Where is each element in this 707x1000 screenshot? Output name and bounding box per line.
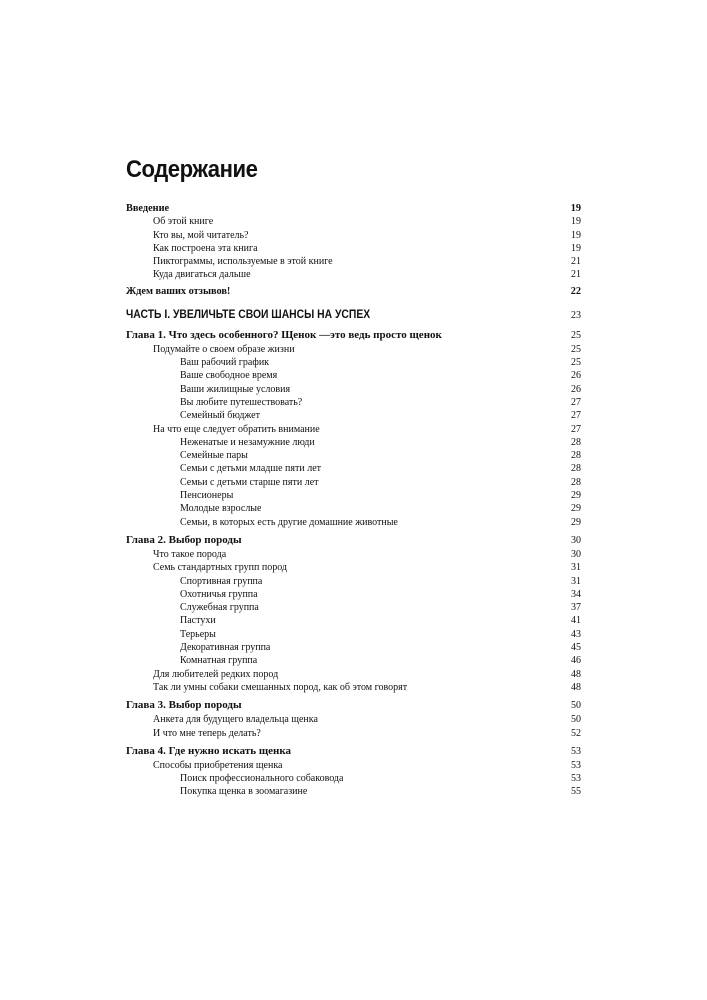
toc-entry-title: Служебная группа: [180, 602, 259, 614]
toc-page-number: 34: [571, 588, 581, 600]
toc-entry[interactable]: [126, 215, 581, 228]
toc-page-number: 48: [571, 681, 581, 693]
toc-entry[interactable]: [126, 242, 581, 255]
toc-entry[interactable]: [126, 268, 581, 281]
toc-entry-title: Спортивная группа: [180, 575, 263, 587]
toc-entry[interactable]: [126, 614, 581, 627]
toc-section[interactable]: [126, 202, 581, 215]
toc-page-number: 19: [570, 203, 581, 214]
table-of-contents: [126, 202, 581, 799]
toc-entry[interactable]: [126, 396, 581, 409]
toc-chapter[interactable]: [126, 698, 581, 713]
toc-entry-title: Комнатная группа: [180, 655, 258, 667]
toc-page-number: 19: [571, 216, 581, 228]
toc-entry[interactable]: [126, 476, 581, 489]
toc-entry[interactable]: [126, 229, 581, 242]
toc-page-number: 28: [571, 450, 581, 462]
toc-page-number: 48: [571, 668, 581, 680]
toc-entry-title: Семьи с детьми старше пяти лет: [180, 476, 319, 488]
toc-page-number: 27: [571, 423, 581, 435]
toc-entry-title: И что мне теперь делать?: [153, 727, 261, 739]
toc-entry[interactable]: [126, 641, 581, 654]
toc-page-number: 25: [571, 357, 581, 369]
toc-entry-title: Что такое порода: [153, 548, 227, 560]
toc-entry[interactable]: [126, 785, 581, 798]
toc-entry[interactable]: [126, 489, 581, 502]
toc-entry[interactable]: [126, 588, 581, 601]
toc-page-number: 52: [571, 727, 581, 739]
toc-entry-title: Глава 3. Выбор породы: [126, 699, 242, 712]
toc-entry-title: Глава 1. Что здесь особенного? Щенок —это ведь просто щенок: [126, 328, 442, 341]
toc-entry-title: Для любителей редких пород: [153, 668, 279, 680]
toc-entry[interactable]: [126, 548, 581, 561]
toc-entry-title: Декоративная группа: [180, 642, 271, 654]
toc-entry-title: Пастухи: [180, 615, 216, 627]
toc-page-number: 37: [571, 602, 581, 614]
toc-entry[interactable]: [126, 601, 581, 614]
toc-page-number: 53: [571, 773, 581, 785]
toc-entry-title: Об этой книге: [153, 216, 214, 228]
toc-page-number: 30: [571, 534, 581, 546]
toc-entry-title: Ваш рабочий график: [180, 357, 270, 369]
toc-page-number: 28: [571, 436, 581, 448]
toc-chapter[interactable]: [126, 328, 581, 343]
toc-entry-title: Охотничья группа: [180, 588, 258, 600]
toc-entry[interactable]: [126, 668, 581, 681]
toc-page-number: 23: [571, 309, 581, 321]
page-title: Содержание: [126, 156, 258, 183]
toc-entry[interactable]: [126, 727, 581, 740]
toc-page-number: 25: [571, 343, 581, 355]
toc-chapter[interactable]: [126, 533, 581, 548]
toc-entry[interactable]: [126, 462, 581, 475]
toc-entry[interactable]: [126, 654, 581, 667]
toc-page-number: 27: [571, 396, 581, 408]
toc-entry-title: Покупка щенка в зоомагазине: [180, 786, 308, 798]
toc-page-number: 28: [571, 476, 581, 488]
toc-entry-title: Глава 2. Выбор породы: [126, 533, 242, 546]
toc-entry-title: На что еще следует обратить внимание: [153, 423, 320, 435]
toc-page-number: 53: [571, 759, 581, 771]
toc-entry-title: Пенсионеры: [180, 490, 234, 502]
toc-page-number: 50: [571, 714, 581, 726]
toc-page-number: 26: [571, 370, 581, 382]
toc-entry[interactable]: [126, 356, 581, 369]
toc-entry[interactable]: [126, 369, 581, 382]
toc-entry[interactable]: [126, 759, 581, 772]
toc-page-number: 50: [571, 700, 581, 712]
toc-page-number: 27: [571, 410, 581, 422]
toc-page-number: 29: [571, 516, 581, 528]
toc-entry[interactable]: [126, 561, 581, 574]
toc-entry-title: Ждем ваших отзывов!: [126, 285, 231, 297]
toc-entry-title: Терьеры: [180, 628, 216, 640]
toc-entry[interactable]: [126, 255, 581, 268]
toc-entry[interactable]: [126, 502, 581, 515]
toc-section[interactable]: [126, 285, 581, 299]
toc-page-number: 19: [571, 242, 581, 254]
toc-entry[interactable]: [126, 681, 581, 694]
toc-entry-title: Семьи, в которых есть другие домашние животные: [180, 516, 398, 528]
toc-entry-title: Анкета для будущего владельца щенка: [153, 714, 318, 726]
toc-page-number: 22: [570, 285, 581, 297]
toc-entry[interactable]: [126, 575, 581, 588]
toc-page-number: 31: [571, 575, 581, 587]
toc-page-number: 28: [571, 463, 581, 475]
toc-entry-title: Кто вы, мой читатель?: [153, 229, 249, 241]
toc-page-number: 53: [571, 745, 581, 757]
toc-page-number: 46: [571, 655, 581, 667]
toc-entry-title: Молодые взрослые: [180, 503, 262, 515]
toc-page-number: 41: [571, 615, 581, 627]
toc-entry-title: Ваши жилищные условия: [180, 383, 291, 395]
toc-entry-title: Неженатые и незамужние люди: [180, 436, 315, 448]
toc-entry[interactable]: [126, 516, 581, 529]
toc-page-number: 31: [571, 562, 581, 574]
toc-page-number: 30: [571, 548, 581, 560]
toc-entry-title: Ваше свободное время: [180, 370, 278, 382]
toc-page-number: 55: [571, 786, 581, 798]
toc-page-number: 19: [571, 229, 581, 241]
toc-entry[interactable]: [126, 713, 581, 726]
toc-entry[interactable]: [126, 436, 581, 449]
toc-entry-title: Подумайте о своем образе жизни: [153, 343, 295, 355]
toc-page-number: 25: [571, 329, 581, 341]
toc-entry[interactable]: [126, 772, 581, 785]
toc-page-number: 43: [571, 628, 581, 640]
toc-entry-title: Как построена эта книга: [153, 242, 258, 254]
toc-entry-title: Семейный бюджет: [180, 410, 260, 422]
toc-page-number: 21: [571, 269, 581, 281]
toc-entry-title: Куда двигаться дальше: [153, 269, 251, 281]
toc-entry[interactable]: [126, 423, 581, 436]
toc-entry[interactable]: [126, 343, 581, 356]
toc-chapter[interactable]: [126, 744, 581, 759]
toc-entry-title: Так ли умны собаки смешанных пород, как об этом говорят: [153, 681, 408, 693]
toc-entry-title: Введение: [126, 203, 170, 214]
toc-page-number: 26: [571, 383, 581, 395]
toc-entry-title: Пиктограммы, используемые в этой книге: [153, 256, 333, 268]
toc-entry-title: ЧАСТЬ I. УВЕЛИЧЬТЕ СВОИ ШАНСЫ НА УСПЕХ: [126, 308, 371, 321]
toc-entry-title: Семь стандартных групп пород: [153, 562, 287, 574]
toc-page-number: 29: [571, 490, 581, 502]
toc-entry-title: Глава 4. Где нужно искать щенка: [126, 744, 291, 757]
toc-entry-title: Семьи с детьми младше пяти лет: [180, 463, 322, 475]
toc-entry[interactable]: [126, 449, 581, 462]
toc-entry[interactable]: [126, 383, 581, 396]
toc-page-number: 29: [571, 503, 581, 515]
toc-entry-title: Способы приобретения щенка: [153, 759, 283, 771]
toc-page-number: 21: [571, 256, 581, 268]
toc-entry[interactable]: [126, 409, 581, 422]
toc-part[interactable]: [126, 308, 581, 323]
toc-entry-title: Поиск профессионального собаковода: [180, 773, 344, 785]
toc-entry-title: Вы любите путешествовать?: [180, 396, 303, 408]
toc-entry[interactable]: [126, 628, 581, 641]
toc-page-number: 45: [571, 642, 581, 654]
toc-entry-title: Семейные пары: [180, 450, 248, 462]
